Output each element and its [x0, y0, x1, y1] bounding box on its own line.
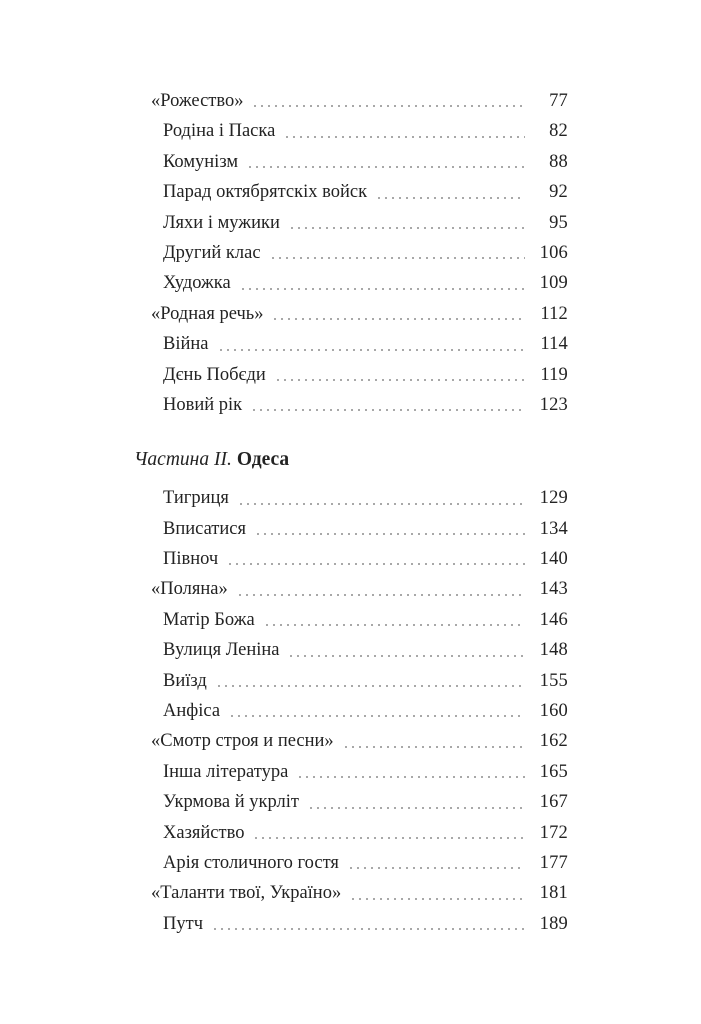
- toc-entry-title: Вписатися: [163, 518, 247, 539]
- dotted-leader: [231, 268, 534, 298]
- toc-entry: [163, 208, 568, 238]
- toc-entry: [163, 177, 568, 207]
- dotted-leader: [229, 483, 534, 513]
- dotted-leader: [280, 208, 534, 238]
- toc-entry-title: «Таланти твої, Україно»: [151, 883, 342, 904]
- toc-entry: [163, 268, 568, 298]
- toc-entry-page: 88: [549, 151, 568, 172]
- dotted-leader: [261, 238, 534, 268]
- toc-entry-page: 167: [539, 792, 568, 813]
- toc-entry-title: Другий клас: [163, 242, 261, 263]
- dotted-leader: [209, 329, 535, 359]
- toc-entry: [163, 696, 568, 726]
- toc-entry: [163, 635, 568, 665]
- toc-entry: [163, 605, 568, 635]
- dotted-leader: [341, 878, 534, 908]
- dotted-leader: [220, 696, 534, 726]
- toc-entry: [163, 116, 568, 146]
- toc-entry: [163, 147, 568, 177]
- toc-entry-page: 95: [549, 212, 568, 233]
- toc-section-1: [134, 86, 568, 420]
- dotted-leader: [243, 86, 534, 116]
- toc-entry-page: 92: [549, 182, 568, 203]
- toc-entry-page: 160: [539, 701, 568, 722]
- toc-entry-title: Арія столичного гостя: [163, 852, 339, 873]
- dotted-leader: [255, 605, 534, 635]
- toc-entry: [163, 818, 568, 848]
- section-heading-title: Одеса: [236, 449, 290, 471]
- dotted-leader: [246, 514, 534, 544]
- toc-entry-page: 162: [539, 731, 568, 752]
- toc-entry-title: Художка: [163, 273, 231, 294]
- dotted-leader: [299, 787, 534, 817]
- toc-entry-page: 114: [540, 334, 568, 355]
- dotted-leader: [275, 116, 534, 146]
- toc-entry-page: 146: [539, 609, 568, 630]
- toc-entry-title: Путч: [163, 913, 203, 934]
- toc-entry-title: Анфіса: [163, 701, 221, 722]
- toc-entry: [163, 909, 568, 939]
- toc-entry: [163, 360, 568, 390]
- toc-entry: [163, 514, 568, 544]
- dotted-leader: [203, 909, 534, 939]
- dotted-leader: [244, 818, 534, 848]
- dotted-leader: [266, 360, 534, 390]
- toc-entry-title: Виїзд: [163, 670, 207, 691]
- toc-entry: [151, 878, 568, 908]
- toc-entry-page: 82: [549, 121, 568, 142]
- toc-entry-title: «Поляна»: [151, 579, 228, 600]
- toc-entry-page: 143: [539, 579, 568, 600]
- toc-entry-title: Родіна і Паска: [163, 121, 276, 142]
- toc-section-2: [134, 483, 568, 939]
- toc-entry-page: 172: [539, 822, 568, 843]
- toc-entry: [151, 574, 568, 604]
- toc-entry-title: «Рожество»: [151, 91, 244, 111]
- toc-entry-title: «Родная речь»: [151, 303, 264, 324]
- toc-entry-title: Новий рік: [163, 394, 243, 415]
- toc-entry: [163, 787, 568, 817]
- toc-entry-title: Півноч: [163, 549, 219, 570]
- toc-entry-page: 155: [539, 670, 568, 691]
- toc-entry-title: Хазяйство: [163, 822, 245, 843]
- toc-entry-title: Тигриця: [163, 488, 229, 509]
- toc-entry-page: 123: [539, 394, 568, 415]
- toc-entry-title: Інша література: [163, 761, 289, 782]
- toc-entry-page: 148: [539, 640, 568, 661]
- section-heading: [134, 446, 568, 473]
- toc-entry-title: «Смотр строя и песни»: [151, 731, 334, 752]
- toc-entry: [163, 666, 568, 696]
- dotted-leader: [339, 848, 534, 878]
- toc-entry-title: Комунізм: [163, 151, 239, 172]
- toc-entry-page: 134: [539, 518, 568, 539]
- toc-entry-page: 106: [539, 242, 568, 263]
- toc: [134, 86, 568, 939]
- toc-entry: [163, 238, 568, 268]
- toc-entry-title: Укрмова й укрліт: [163, 792, 299, 813]
- toc-entry-page: 165: [539, 761, 568, 782]
- dotted-leader: [207, 666, 534, 696]
- toc-entry: [163, 757, 568, 787]
- dotted-leader: [242, 390, 534, 420]
- toc-entry: [151, 299, 568, 329]
- toc-entry-title: Ляхи і мужики: [163, 212, 280, 233]
- toc-entry-title: Дєнь Побєди: [163, 364, 266, 385]
- toc-entry: [163, 544, 568, 574]
- toc-entry-page: 119: [540, 364, 568, 385]
- dotted-leader: [238, 147, 534, 177]
- toc-entry-title: Парад октябрятскіх войск: [163, 182, 368, 203]
- toc-entry: [163, 483, 568, 513]
- toc-entry: [151, 726, 568, 756]
- dotted-leader: [228, 574, 534, 604]
- toc-entry: [163, 848, 568, 878]
- dotted-leader: [263, 299, 534, 329]
- toc-entry-page: 77: [549, 91, 568, 111]
- toc-entry-page: 129: [539, 488, 568, 509]
- dotted-leader: [279, 635, 534, 665]
- toc-entry-page: 140: [539, 549, 568, 570]
- section-heading-prefix: Частина II.: [134, 449, 232, 471]
- toc-entry-page: 112: [540, 303, 568, 324]
- dotted-leader: [334, 726, 534, 756]
- toc-entry: [151, 86, 568, 116]
- toc-entry: [163, 390, 568, 420]
- toc-entry: [163, 329, 568, 359]
- toc-entry-title: Матір Божа: [163, 609, 255, 630]
- toc-entry-page: 189: [539, 913, 568, 934]
- dotted-leader: [288, 757, 534, 787]
- toc-entry-page: 177: [539, 852, 568, 873]
- toc-entry-title: Війна: [163, 334, 209, 355]
- toc-entry-page: 181: [539, 883, 568, 904]
- toc-entry-page: 109: [539, 273, 568, 294]
- toc-entry-title: Вулиця Леніна: [163, 640, 280, 661]
- dotted-leader: [218, 544, 534, 574]
- dotted-leader: [367, 177, 534, 207]
